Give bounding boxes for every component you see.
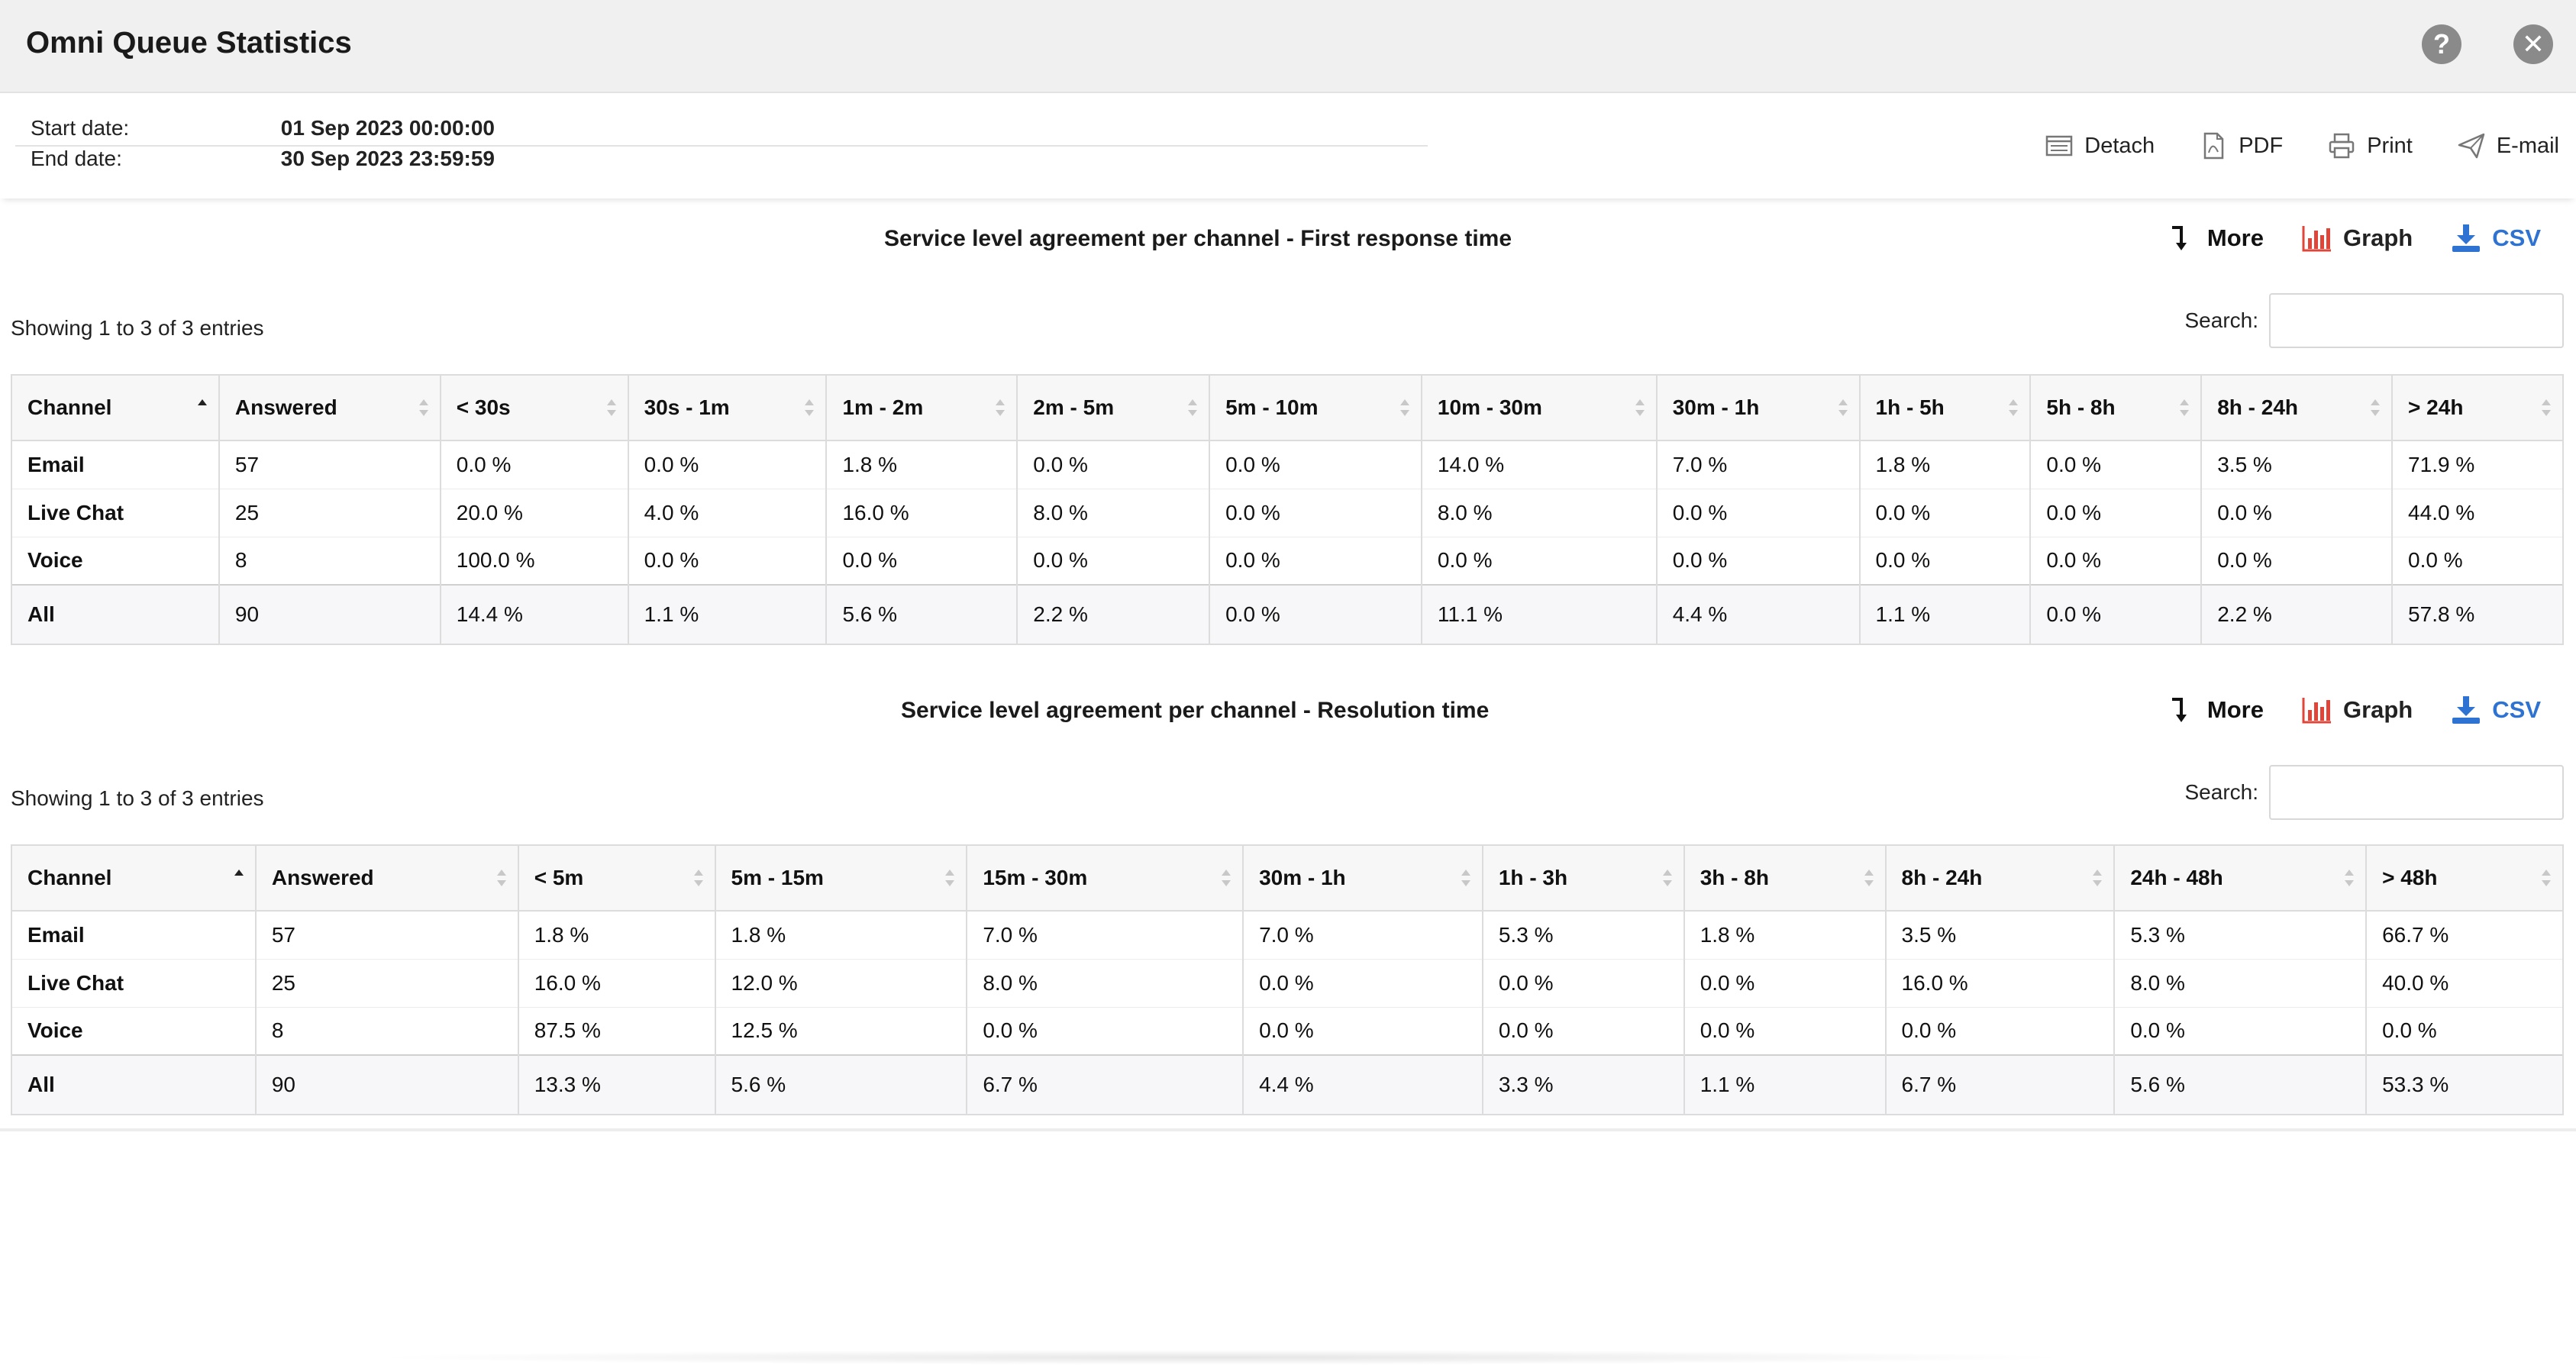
sort-icon <box>1838 397 1848 418</box>
column-header-label: 1h - 5h <box>1875 395 1945 419</box>
column-header-30m-1h[interactable] <box>1243 845 1483 911</box>
total-cell: 57.8 % <box>2392 585 2563 644</box>
column-header-channel[interactable] <box>11 375 219 440</box>
section1-more-button[interactable] <box>2164 221 2264 255</box>
column-header-30s-1m[interactable] <box>628 375 827 440</box>
table-cell: 8.0 % <box>2114 959 2366 1007</box>
table-cell: 12.0 % <box>715 959 967 1007</box>
section1-search-input[interactable] <box>2269 293 2564 348</box>
section1-table <box>11 374 2564 645</box>
channel-cell: Live Chat <box>11 489 219 537</box>
window-title: Omni Queue Statistics <box>26 26 352 60</box>
table-cell: 1.8 % <box>826 440 1017 489</box>
title-bar <box>0 0 2576 93</box>
column-header-label: Channel <box>27 395 112 419</box>
detach-button[interactable] <box>2045 131 2155 160</box>
start-date-label: Start date: <box>31 116 130 140</box>
table-cell: 12.5 % <box>715 1007 967 1055</box>
start-date-row <box>31 116 495 140</box>
section1-csv-button[interactable] <box>2449 221 2541 255</box>
sort-icon <box>496 867 507 889</box>
table-cell: 8.0 % <box>1017 489 1209 537</box>
window-shadow <box>366 1350 2077 1365</box>
total-cell: 90 <box>219 585 441 644</box>
column-header-5m-10m[interactable] <box>1209 375 1422 440</box>
section2-graph-button[interactable] <box>2300 693 2413 727</box>
sort-icon <box>1635 397 1645 418</box>
sort-icon <box>1662 867 1673 889</box>
section1-more-label: More <box>2206 224 2264 251</box>
table-cell: 0.0 % <box>826 537 1017 585</box>
table-cell: 7.0 % <box>1657 440 1860 489</box>
pdf-label: PDF <box>2239 133 2284 158</box>
total-cell: 1.1 % <box>628 585 827 644</box>
column-header-label: 15m - 30m <box>983 866 1088 889</box>
table-cell: 0.0 % <box>2201 537 2392 585</box>
total-cell: 2.2 % <box>1017 585 1209 644</box>
sort-icon <box>606 397 617 418</box>
total-cell: 53.3 % <box>2366 1055 2563 1115</box>
column-header-2m-5m[interactable] <box>1017 375 1209 440</box>
table-cell: 7.0 % <box>1243 911 1483 959</box>
table-cell: 4.0 % <box>628 489 827 537</box>
print-button[interactable] <box>2327 131 2413 160</box>
sort-icon <box>2092 867 2103 889</box>
table-cell: 7.0 % <box>967 911 1243 959</box>
table-cell: 8.0 % <box>1422 489 1657 537</box>
total-cell: 13.3 % <box>518 1055 715 1115</box>
column-header-label: 1h - 3h <box>1498 866 1568 889</box>
table-cell: 0.0 % <box>1684 959 1886 1007</box>
total-cell: 6.7 % <box>1886 1055 2115 1115</box>
sort-icon <box>2370 397 2381 418</box>
download-icon <box>2449 221 2483 255</box>
turn-down-arrow-icon <box>2164 693 2198 727</box>
sort-icon <box>2179 397 2190 418</box>
table-cell: 5.3 % <box>2114 911 2366 959</box>
total-cell: 4.4 % <box>1657 585 1860 644</box>
table-row <box>11 1007 2563 1055</box>
table-cell: 0.0 % <box>2030 489 2201 537</box>
table-cell: 8 <box>256 1007 518 1055</box>
table-row <box>11 537 2563 585</box>
column-header-24h-48h[interactable] <box>2114 845 2366 911</box>
table-cell: 0.0 % <box>1860 537 2031 585</box>
column-header-label: Answered <box>234 395 337 419</box>
table-cell: 0.0 % <box>2201 489 2392 537</box>
channel-cell: Voice <box>11 1007 256 1055</box>
section2-table <box>11 844 2564 1115</box>
column-header-label: 30s - 1m <box>644 395 730 419</box>
table-cell: 20.0 % <box>441 489 628 537</box>
section2-csv-label: CSV <box>2492 696 2541 723</box>
table-cell: 0.0 % <box>441 440 628 489</box>
section1-actions <box>2164 221 2541 255</box>
column-header-1m-2m[interactable] <box>826 375 1017 440</box>
start-date-value: 01 Sep 2023 00:00:00 <box>280 116 495 140</box>
table-cell: 66.7 % <box>2366 911 2563 959</box>
table-cell: 57 <box>219 440 441 489</box>
table-cell: 16.0 % <box>518 959 715 1007</box>
sort-ascending-icon <box>197 397 208 418</box>
total-cell: 1.1 % <box>1684 1055 1886 1115</box>
total-cell: 0.0 % <box>2030 585 2201 644</box>
table-cell: 40.0 % <box>2366 959 2563 1007</box>
section2-more-button[interactable] <box>2164 693 2264 727</box>
table-cell: 1.8 % <box>715 911 967 959</box>
sort-icon <box>693 867 704 889</box>
channel-cell: Voice <box>11 537 219 585</box>
table-cell: 44.0 % <box>2392 489 2563 537</box>
column-header-3h-8h[interactable] <box>1684 845 1886 911</box>
turn-down-arrow-icon <box>2164 221 2198 255</box>
total-cell: 5.6 % <box>826 585 1017 644</box>
sort-icon <box>995 397 1006 418</box>
printer-icon <box>2327 131 2356 160</box>
column-header-1h-5h[interactable] <box>1860 375 2031 440</box>
section1-search <box>2185 293 2565 348</box>
sort-icon <box>1864 867 1874 889</box>
column-header-label: 2m - 5m <box>1033 395 1115 419</box>
section2-more-label: More <box>2206 696 2264 723</box>
table-cell: 1.8 % <box>1684 911 1886 959</box>
sort-icon <box>2008 397 2019 418</box>
table-cell: 0.0 % <box>2030 537 2201 585</box>
table-cell: 0.0 % <box>1422 537 1657 585</box>
section2-search-input[interactable] <box>2269 765 2564 820</box>
column-header-10m-30m[interactable] <box>1422 375 1657 440</box>
total-cell: 6.7 % <box>967 1055 1243 1115</box>
total-cell: 0.0 % <box>1209 585 1422 644</box>
table-cell: 0.0 % <box>1860 489 2031 537</box>
paper-plane-icon <box>2457 131 2486 160</box>
column-header-15m-30m[interactable] <box>967 845 1243 911</box>
total-cell: 2.2 % <box>2201 585 2392 644</box>
table-cell: 0.0 % <box>1657 537 1860 585</box>
column-header-label: 5m - 10m <box>1225 395 1319 419</box>
table-cell: 0.0 % <box>1886 1007 2115 1055</box>
table-cell: 57 <box>256 911 518 959</box>
table-header-row <box>11 375 2563 440</box>
detach-icon <box>2045 131 2074 160</box>
email-button[interactable] <box>2457 131 2559 160</box>
export-toolbar <box>2045 131 2559 160</box>
total-cell: 5.6 % <box>2114 1055 2366 1115</box>
channel-cell: Live Chat <box>11 959 256 1007</box>
column-header-label: < 5m <box>534 866 584 889</box>
table-cell: 0.0 % <box>1483 959 1684 1007</box>
column-header-label: 30m - 1h <box>1672 395 1760 419</box>
table-cell: 0.0 % <box>1657 489 1860 537</box>
section1-title: Service level agreement per channel - First response time <box>884 226 1512 251</box>
column-header-8h-24h[interactable] <box>1886 845 2115 911</box>
column-header-30s[interactable] <box>441 375 628 440</box>
table-cell: 87.5 % <box>518 1007 715 1055</box>
table-cell: 8 <box>219 537 441 585</box>
column-header-5m-15m[interactable] <box>715 845 967 911</box>
channel-cell: Email <box>11 440 219 489</box>
table-cell: 0.0 % <box>1209 537 1422 585</box>
sort-icon <box>1461 867 1471 889</box>
column-header-label: < 30s <box>456 395 511 419</box>
table-cell: 0.0 % <box>1017 440 1209 489</box>
sort-icon <box>2541 867 2552 889</box>
section1-csv-label: CSV <box>2492 224 2541 251</box>
column-header-label: 24h - 48h <box>2130 866 2223 889</box>
table-cell: 0.0 % <box>1243 1007 1483 1055</box>
table-cell: 25 <box>219 489 441 537</box>
total-cell: 5.6 % <box>715 1055 967 1115</box>
total-cell: 11.1 % <box>1422 585 1657 644</box>
table-cell: 0.0 % <box>1243 959 1483 1007</box>
total-cell: 1.1 % <box>1860 585 2031 644</box>
total-label-cell: All <box>11 1055 256 1115</box>
download-icon <box>2449 693 2483 727</box>
table-cell: 0.0 % <box>1017 537 1209 585</box>
column-header-label: 3h - 8h <box>1700 866 1769 889</box>
table-cell: 14.0 % <box>1422 440 1657 489</box>
table-cell: 0.0 % <box>1209 440 1422 489</box>
table-cell: 25 <box>256 959 518 1007</box>
column-header-answered[interactable] <box>219 375 441 440</box>
end-date-label: End date: <box>31 147 122 170</box>
bar-chart-icon <box>2300 221 2334 255</box>
date-range-bar <box>0 95 2576 198</box>
table-cell: 71.9 % <box>2392 440 2563 489</box>
table-cell: 0.0 % <box>1684 1007 1886 1055</box>
table-cell: 0.0 % <box>2114 1007 2366 1055</box>
column-header-5h-8h[interactable] <box>2030 375 2201 440</box>
help-icon[interactable]: ? <box>2422 24 2461 64</box>
section2-actions <box>2164 693 2541 727</box>
print-label: Print <box>2367 133 2413 158</box>
table-row <box>11 911 2563 959</box>
close-icon[interactable]: ✕ <box>2513 24 2553 64</box>
section2-title: Service level agreement per channel - Resolution time <box>901 698 1490 723</box>
column-header-label: > 24h <box>2408 395 2464 419</box>
column-header-label: 5h - 8h <box>2046 395 2116 419</box>
column-header-24h[interactable] <box>2392 375 2563 440</box>
detach-label: Detach <box>2084 133 2155 158</box>
table-cell: 100.0 % <box>441 537 628 585</box>
content-bottom-divider <box>0 1128 2576 1131</box>
total-label-cell: All <box>11 585 219 644</box>
table-cell: 0.0 % <box>967 1007 1243 1055</box>
column-header-channel[interactable] <box>11 845 256 911</box>
column-header-8h-24h[interactable] <box>2201 375 2392 440</box>
sort-icon <box>804 397 815 418</box>
section2-entries-info: Showing 1 to 3 of 3 entries <box>11 786 264 810</box>
sort-icon <box>2541 397 2552 418</box>
column-header-label: 30m - 1h <box>1259 866 1346 889</box>
table-cell: 0.0 % <box>628 537 827 585</box>
table-header-row <box>11 845 2563 911</box>
column-header-1h-3h[interactable] <box>1483 845 1684 911</box>
table-total-row <box>11 1055 2563 1115</box>
table-cell: 0.0 % <box>2366 1007 2563 1055</box>
column-header-label: Answered <box>271 866 374 889</box>
table-cell: 3.5 % <box>1886 911 2115 959</box>
channel-cell: Email <box>11 911 256 959</box>
column-header-30m-1h[interactable] <box>1657 375 1860 440</box>
table-row <box>11 440 2563 489</box>
sort-icon <box>2344 867 2355 889</box>
table-cell: 0.0 % <box>628 440 827 489</box>
total-cell: 3.3 % <box>1483 1055 1684 1115</box>
table-cell: 0.0 % <box>1483 1007 1684 1055</box>
column-header-label: 8h - 24h <box>2217 395 2299 419</box>
end-date-row <box>31 147 495 171</box>
pdf-icon <box>2199 131 2228 160</box>
section1-graph-label: Graph <box>2342 224 2413 251</box>
column-header-5m[interactable] <box>518 845 715 911</box>
section1-search-label: Search: <box>2184 308 2258 332</box>
column-header-label: 8h - 24h <box>1901 866 1983 889</box>
table-cell: 5.3 % <box>1483 911 1684 959</box>
sort-icon <box>1187 397 1198 418</box>
email-label: E-mail <box>2496 133 2559 158</box>
table-cell: 16.0 % <box>1886 959 2115 1007</box>
table-cell: 1.8 % <box>518 911 715 959</box>
section2-search-label: Search: <box>2184 780 2258 804</box>
total-cell: 90 <box>256 1055 518 1115</box>
table-row <box>11 959 2563 1007</box>
column-header-label: 5m - 15m <box>731 866 824 889</box>
pdf-button[interactable] <box>2199 131 2283 160</box>
column-header-answered[interactable] <box>256 845 518 911</box>
total-cell: 14.4 % <box>441 585 628 644</box>
table-cell: 3.5 % <box>2201 440 2392 489</box>
column-header-label: Channel <box>27 866 112 889</box>
table-cell: 8.0 % <box>967 959 1243 1007</box>
sort-icon <box>944 867 955 889</box>
column-header-label: 10m - 30m <box>1437 395 1542 419</box>
table-total-row <box>11 585 2563 644</box>
table-cell: 0.0 % <box>2030 440 2201 489</box>
section2-search <box>2185 765 2565 820</box>
table-row <box>11 489 2563 537</box>
table-cell: 1.8 % <box>1860 440 2031 489</box>
column-header-48h[interactable] <box>2366 845 2563 911</box>
table-cell: 16.0 % <box>826 489 1017 537</box>
section2-graph-label: Graph <box>2342 696 2413 723</box>
section1-graph-button[interactable] <box>2300 221 2413 255</box>
bar-chart-icon <box>2300 693 2334 727</box>
total-cell: 4.4 % <box>1243 1055 1483 1115</box>
sort-icon <box>418 397 429 418</box>
sort-ascending-icon <box>234 867 244 889</box>
section2-csv-button[interactable] <box>2449 693 2541 727</box>
sort-icon <box>1399 397 1410 418</box>
column-header-label: 1m - 2m <box>842 395 924 419</box>
sort-icon <box>1221 867 1232 889</box>
section1-entries-info: Showing 1 to 3 of 3 entries <box>11 316 264 340</box>
column-header-label: > 48h <box>2382 866 2438 889</box>
end-date-value: 30 Sep 2023 23:59:59 <box>280 147 495 170</box>
table-cell: 0.0 % <box>2392 537 2563 585</box>
table-cell: 0.0 % <box>1209 489 1422 537</box>
